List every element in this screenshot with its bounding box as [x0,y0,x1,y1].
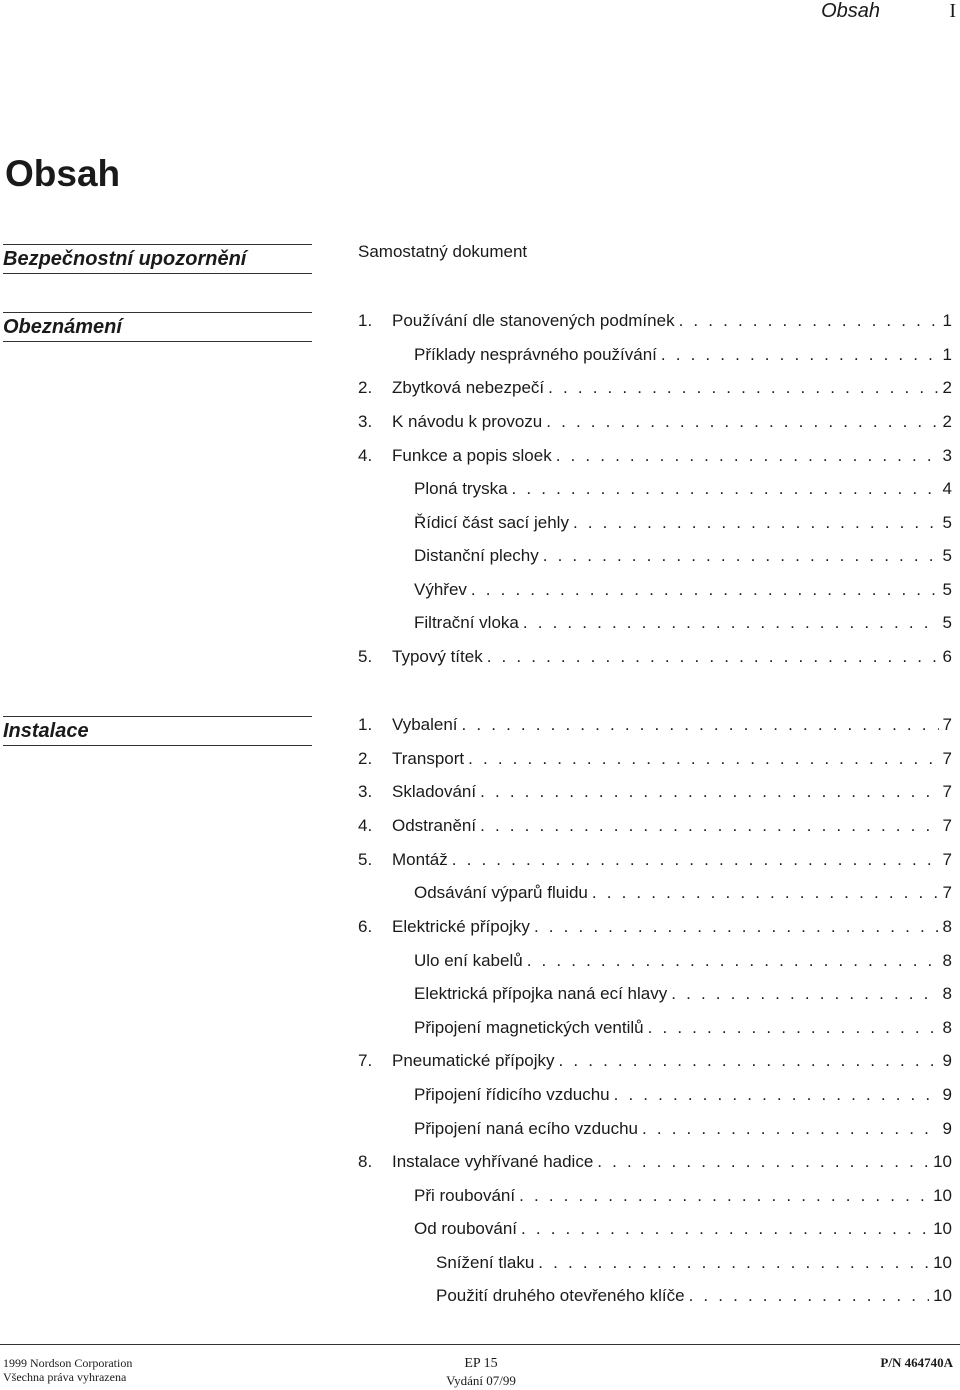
toc-entry-title: Instalace vyhřívané hadice [392,1152,594,1171]
toc-entry-title: Skladování [392,782,477,801]
toc-entry[interactable] [414,1118,952,1140]
toc-entry-title: Připojení naná ecího vzduchu [414,1119,638,1138]
toc-dot-leader [573,512,939,534]
toc-entry[interactable] [358,377,952,399]
footer-rule [0,1344,960,1345]
toc-entry[interactable] [414,545,952,567]
toc-entry-number: 1. [358,715,373,734]
section-label-safety: Bezpečnostní upozornění [3,244,312,274]
toc-entry-title: Elektrická přípojka naná ecí hlavy [414,984,668,1003]
toc-entry[interactable] [358,781,952,803]
footer-copyright: 1999 Nordson Corporation [3,1356,133,1370]
toc-entry-number: 7. [358,1051,373,1070]
toc-entry-title: Připojení řídicího vzduchu [414,1085,610,1104]
toc-entry-title: Při roubování [414,1186,516,1205]
footer-edition: Vydání 07/99 [446,1373,516,1388]
toc-entry-page: 5 [942,613,952,632]
toc-entry-page: 9 [942,1085,952,1104]
section-note-safety: Samostatný dokument [358,242,528,261]
toc-entry[interactable] [358,310,952,332]
toc-entry[interactable] [414,983,952,1005]
toc-entry-title: Odstranění [392,816,477,835]
running-header-title: Obsah [821,0,880,22]
toc-dot-leader [679,310,939,332]
toc-entry-page: 7 [942,883,952,902]
toc-entry-title: Snížení tlaku [436,1253,535,1272]
toc-entry-page: 4 [942,479,952,498]
toc-entry[interactable] [358,916,952,938]
toc-dot-leader [559,1050,939,1072]
toc-entry-title: Připojení magnetických ventilů [414,1018,644,1037]
toc-entry-page: 7 [942,850,952,869]
toc-entry-number: 2. [358,749,373,768]
toc-dot-leader [597,1151,929,1173]
toc-entry[interactable] [414,1185,952,1207]
toc-entry[interactable] [414,579,952,601]
toc-entry[interactable] [414,512,952,534]
toc-entry-page: 9 [942,1119,952,1138]
toc-entry[interactable] [414,882,952,904]
toc-entry-title: Odsávání výparů fluidu [414,883,588,902]
toc-dot-leader [527,950,939,972]
toc-dot-leader [592,882,939,904]
footer-left [3,1356,132,1384]
toc-entry-page: 7 [942,816,952,835]
toc-entry-number: 3. [358,782,373,801]
toc-entry-title: Pneumatické přípojky [392,1051,555,1070]
toc-entry-title: Používání dle stanovených podmínek [392,311,675,330]
toc-dot-leader [614,1084,939,1106]
toc-entry-page: 8 [942,984,952,1003]
toc-entry-number: 3. [358,412,373,431]
toc-entry-title: Typový títek [392,647,483,666]
toc-entry-page: 7 [942,749,952,768]
toc-entry-page: 10 [933,1219,952,1238]
toc-entry-page: 1 [942,311,952,330]
page-title: Obsah [5,153,121,194]
toc-entry[interactable] [436,1252,952,1274]
toc-entry-title: Funkce a popis sloek [392,446,552,465]
toc-dot-leader [556,445,939,467]
toc-dot-leader [546,411,938,433]
toc-dot-leader [661,344,939,366]
toc-entry-title: Řídicí část sací jehly [414,513,569,532]
toc-entry[interactable] [358,445,952,467]
toc-dot-leader [548,377,938,399]
toc-dot-leader [642,1118,939,1140]
toc-dot-leader [452,849,939,871]
toc-entry-page: 7 [942,782,952,801]
toc-entry[interactable] [414,612,952,634]
footer-doc-id: EP 15 [464,1356,498,1371]
toc-entry[interactable] [414,478,952,500]
toc-entry[interactable] [358,646,952,668]
toc-entry-page: 5 [942,546,952,565]
toc-entry-title: Distanční plechy [414,546,539,565]
toc-entry-title: Transport [392,749,465,768]
toc-dot-leader [468,748,938,770]
toc-entry[interactable] [358,1050,952,1072]
toc-entry-title: Elektrické přípojky [392,917,530,936]
toc-dot-leader [671,983,938,1005]
toc-dot-leader [471,579,939,601]
toc-entry-title: Zbytková nebezpečí [392,378,545,397]
toc-entry-page: 6 [942,647,952,666]
toc-entry[interactable] [358,815,952,837]
toc-entry-page: 3 [942,446,952,465]
toc-entry[interactable] [358,748,952,770]
toc-dot-leader [534,916,939,938]
toc-entry-number: 5. [358,647,373,666]
toc-dot-leader [543,545,939,567]
toc-dot-leader [523,612,939,634]
running-header [0,0,960,24]
toc-entry-number: 4. [358,446,373,465]
toc-dot-leader [648,1017,939,1039]
toc-entry-page: 5 [942,580,952,599]
toc-entry[interactable] [414,344,952,366]
toc-entry-page: 10 [933,1152,952,1171]
toc-dot-leader [462,714,939,736]
toc-dot-leader [487,646,939,668]
toc-dot-leader [521,1218,929,1240]
toc-dot-leader [512,478,939,500]
toc-entry[interactable] [414,1218,952,1240]
toc-entry-page: 8 [942,1018,952,1037]
toc-entry-title: Montáž [392,850,448,869]
toc-entry-page: 10 [933,1186,952,1205]
toc-entry-title: Filtrační vloka [414,613,519,632]
toc-entry[interactable] [436,1285,952,1307]
toc-entry-title: Od roubování [414,1219,518,1238]
toc-entry-title: Použití druhého otevřeného klíče [436,1286,685,1305]
running-header-section: I [949,0,956,22]
toc-entry-page: 10 [933,1286,952,1305]
footer-rights: Všechna práva vyhrazena [3,1370,127,1384]
section-label-introduction: Obeznámení [3,312,312,342]
toc-entry-page: 10 [933,1253,952,1272]
toc-dot-leader [480,781,938,803]
toc-entry-number: 2. [358,378,373,397]
toc-entry-page: 9 [942,1051,952,1070]
toc-entry-number: 4. [358,816,373,835]
toc-dot-leader [480,815,938,837]
toc-entry-page: 8 [942,951,952,970]
toc-entry-page: 5 [942,513,952,532]
footer-center [440,1356,522,1390]
toc-entry-title: Ulo ení kabelů [414,951,523,970]
toc-dot-leader [689,1285,930,1307]
toc-entry-page: 7 [942,715,952,734]
toc-entry-page: 1 [942,345,952,364]
toc-entry-page: 2 [942,378,952,397]
toc-entry-title: Vybalení [392,715,458,734]
toc-entry-number: 1. [358,311,373,330]
toc-entry-title: Ploná tryska [414,479,508,498]
toc-dot-leader [519,1185,929,1207]
toc-entry[interactable] [414,1084,952,1106]
toc-entry-page: 2 [942,412,952,431]
toc-entry-title: Výhřev [414,580,467,599]
toc-entry-number: 5. [358,850,373,869]
toc-entry[interactable] [358,714,952,736]
footer-part-number: P/N 464740A [880,1355,953,1370]
section-label-installation: Instalace [3,716,312,746]
toc-entry[interactable] [414,950,952,972]
toc-dot-leader [538,1252,929,1274]
toc-entry[interactable] [358,1151,952,1173]
toc-entry[interactable] [358,411,952,433]
toc-entry-title: K návodu k provozu [392,412,543,431]
toc-entry[interactable] [358,849,952,871]
toc-entry-page: 8 [942,917,952,936]
toc-entry-number: 8. [358,1152,373,1171]
toc-entry-title: Příklady nesprávného používání [414,345,657,364]
toc-entry[interactable] [414,1017,952,1039]
toc-entry-number: 6. [358,917,373,936]
